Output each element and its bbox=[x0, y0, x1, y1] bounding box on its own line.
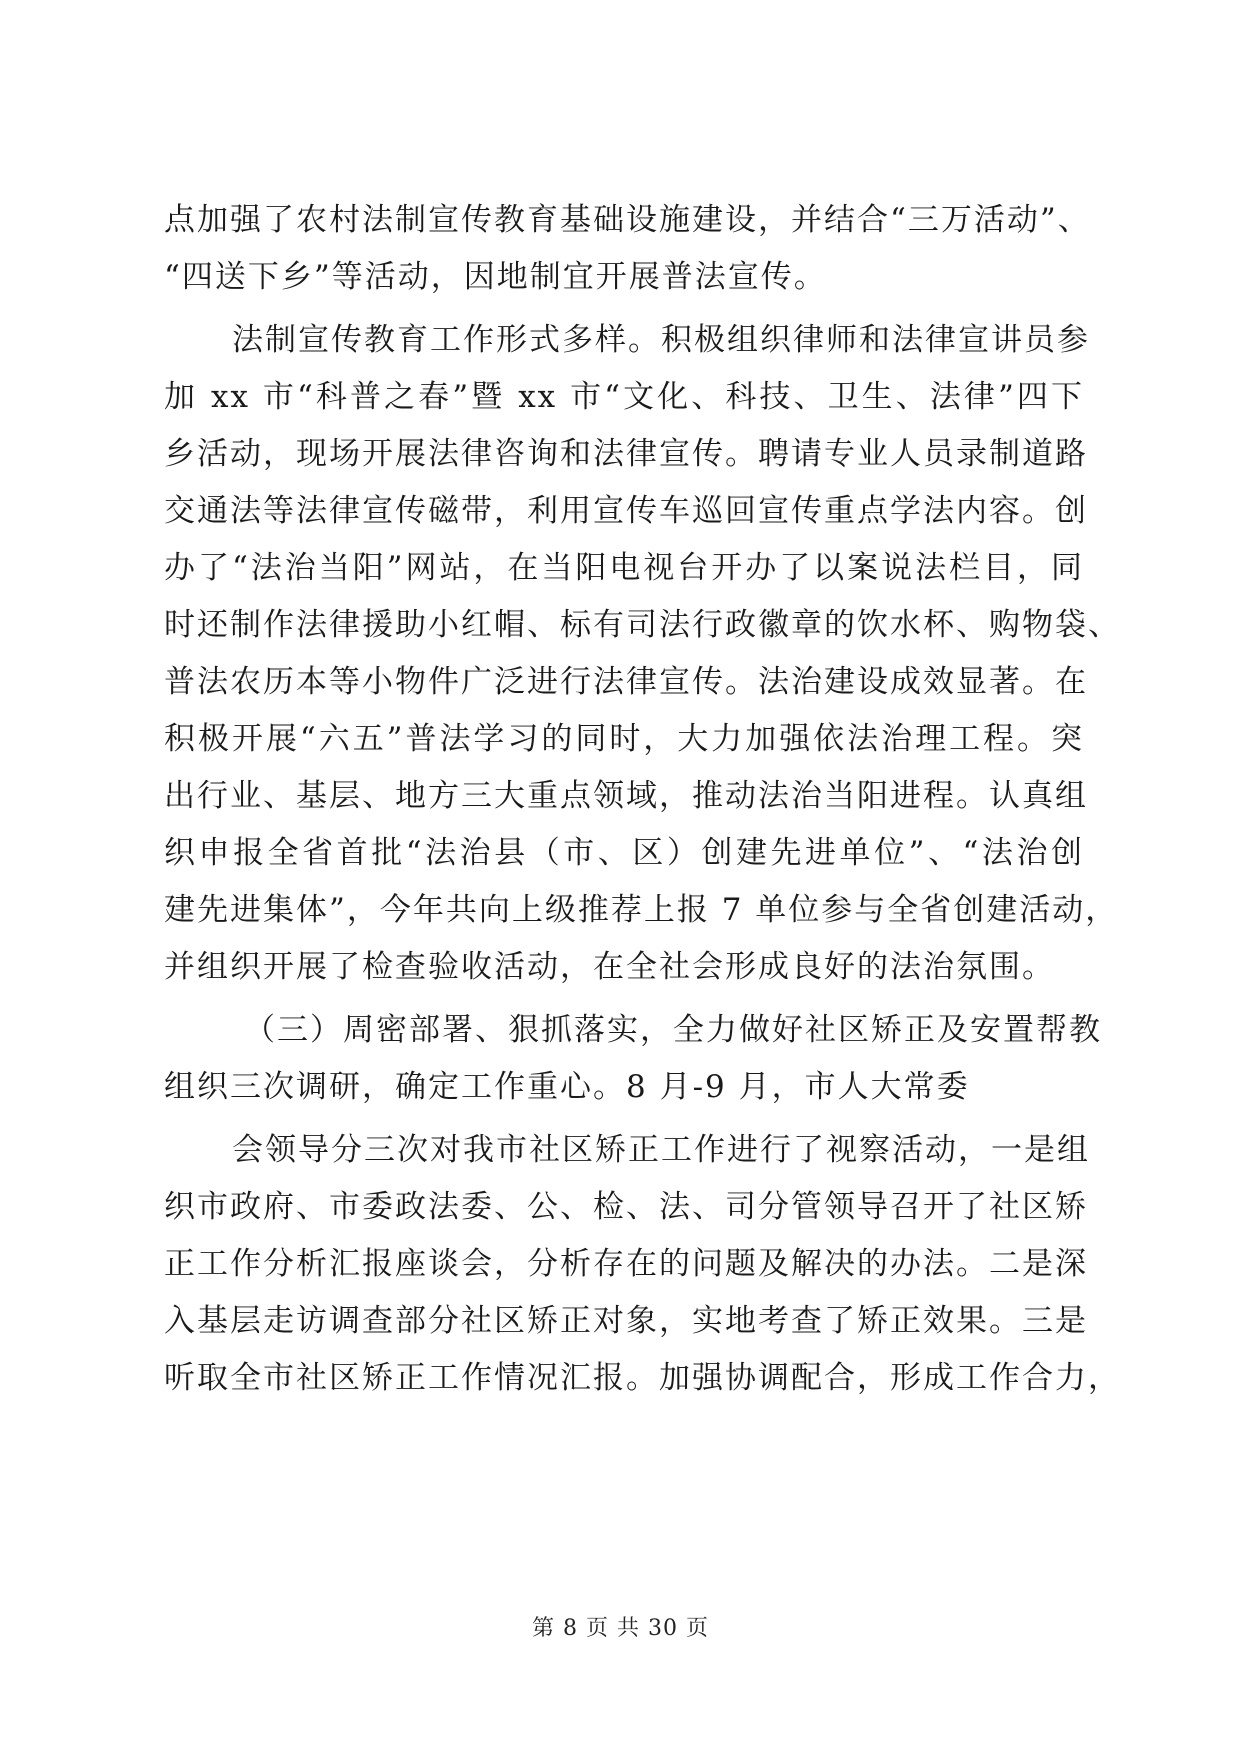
text-line: 织市政府、市委政法委、公、检、法、司分管领导召开了社区矫 bbox=[164, 1189, 1088, 1225]
text-line: 会领导分三次对我市社区矫正工作进行了视察活动，一是组 bbox=[232, 1132, 1090, 1168]
page-number-footer: 第 8 页 共 30 页 bbox=[532, 1616, 709, 1641]
text-line: 办了“法治当阳”网站，在当阳电视台开办了以案说法栏目，同 bbox=[164, 550, 1084, 586]
text-line: 组织三次调研，确定工作重心。8 月-9 月，市人大常委 bbox=[164, 1069, 970, 1105]
text-line: 听取全市社区矫正工作情况汇报。加强协调配合，形成工作合力， bbox=[164, 1360, 1121, 1396]
text-line: 交通法等法律宣传磁带，利用宣传车巡回宣传重点学法内容。创 bbox=[164, 493, 1088, 529]
text-line: 积极开展“六五”普法学习的同时，大力加强依法治理工程。突 bbox=[164, 721, 1084, 757]
text-line: 乡活动，现场开展法律咨询和法律宣传。聘请专业人员录制道路 bbox=[164, 436, 1088, 472]
text-line: 正工作分析汇报座谈会，分析存在的问题及解决的办法。二是深 bbox=[164, 1246, 1088, 1282]
text-line: “四送下乡”等活动，因地制宜开展普法宣传。 bbox=[164, 259, 827, 295]
text-line: 并组织开展了检查验收活动，在全社会形成良好的法治氛围。 bbox=[164, 949, 1055, 985]
text-line: 点加强了农村法制宣传教育基础设施建设，并结合“三万活动”、 bbox=[164, 202, 1091, 238]
text-line: 建先进集体”，今年共向上级推荐上报 7 单位参与全省创建活动， bbox=[164, 892, 1119, 928]
text-line: 加 xx 市“科普之春”暨 xx 市“文化、科技、卫生、法律”四下 bbox=[164, 379, 1084, 415]
document-body bbox=[164, 192, 1121, 1407]
text-line: 时还制作法律援助小红帽、标有司法行政徽章的饮水杯、购物袋、 bbox=[164, 607, 1121, 643]
section-heading: （三）周密部署、狠抓落实，全力做好社区矫正及安置帮教 bbox=[244, 1012, 1102, 1048]
text-line: 织申报全省首批“法治县（市、区）创建先进单位”、“法治创 bbox=[164, 835, 1084, 871]
text-line: 法制宣传教育工作形式多样。积极组织律师和法律宣讲员参 bbox=[232, 322, 1090, 358]
text-line: 入基层走访调查部分社区矫正对象，实地考查了矫正效果。三是 bbox=[164, 1303, 1088, 1339]
text-line: 出行业、基层、地方三大重点领域，推动法治当阳进程。认真组 bbox=[164, 778, 1088, 814]
text-line: 普法农历本等小物件广泛进行法律宣传。法治建设成效显著。在 bbox=[164, 664, 1088, 700]
